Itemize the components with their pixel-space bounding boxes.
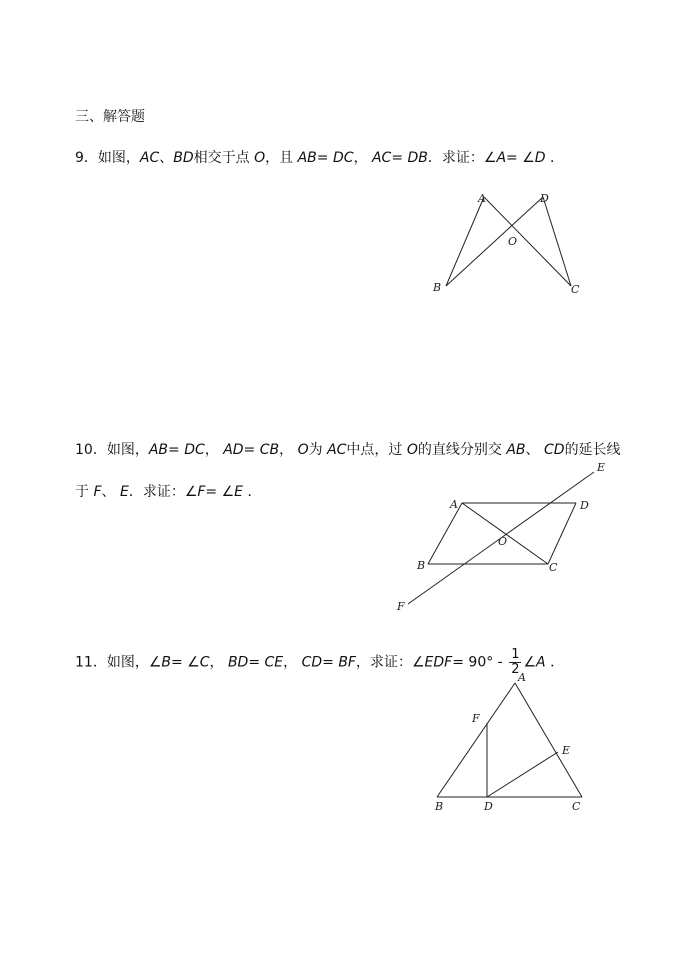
q11-comma-1: ， bbox=[209, 654, 224, 671]
q10-diagram bbox=[395, 458, 620, 618]
q10-number: 10．如图， bbox=[75, 442, 149, 458]
q9-line-dc bbox=[543, 197, 571, 286]
q11-label-a: A bbox=[518, 671, 526, 684]
q9-label-b: B bbox=[433, 281, 442, 294]
q11-label-c: C bbox=[572, 800, 581, 813]
q11-angle-edf: ∠EDF bbox=[412, 654, 453, 671]
q10-label-b: B bbox=[417, 559, 426, 572]
q11-eq-angles: ∠B= ∠C bbox=[148, 654, 210, 671]
q10-comma-2: ， bbox=[279, 442, 294, 458]
q10-label-o: O bbox=[498, 535, 508, 548]
q11-eq-bd-ce: BD= CE bbox=[227, 654, 284, 671]
q10-line-dc bbox=[548, 503, 576, 564]
q9-line-db bbox=[446, 197, 543, 286]
question-9 bbox=[75, 149, 564, 167]
q11-frac-denominator: 2 bbox=[511, 662, 520, 677]
q9-point-o: O bbox=[254, 150, 266, 166]
q11-comma-2: ， bbox=[283, 654, 298, 671]
q10-seg-cd: CD bbox=[544, 442, 565, 458]
q11-line-ab bbox=[437, 683, 515, 797]
q10-line-ab bbox=[428, 503, 462, 564]
q11-end: ． bbox=[550, 654, 565, 671]
q9-line-ac bbox=[484, 197, 571, 286]
q9-line-ab bbox=[446, 197, 484, 286]
q9-diagram bbox=[420, 185, 600, 300]
q9-text-and: ，且 bbox=[265, 150, 294, 166]
q11-frac-numerator: 1 bbox=[511, 647, 520, 662]
q9-eq-ab-dc: AB= DC bbox=[297, 150, 354, 166]
q9-eq-ac-db: AC= DB bbox=[371, 150, 428, 166]
q11-diagram bbox=[425, 668, 595, 818]
q9-label-d: D bbox=[540, 192, 549, 205]
q9-eq-angle: ∠A= ∠D bbox=[483, 150, 546, 166]
q10-label-a: A bbox=[450, 498, 458, 511]
q10-point-e: E bbox=[119, 484, 129, 500]
q10-text-prove: ．求证： bbox=[128, 484, 185, 500]
q11-text-prove: ，求证： bbox=[356, 654, 412, 671]
q11-label-b: B bbox=[435, 800, 444, 813]
q10-point-o-2: O bbox=[406, 442, 418, 458]
q9-comma: ， bbox=[353, 150, 368, 166]
q9-dun: 、 bbox=[159, 150, 174, 166]
q10-label-d: D bbox=[580, 499, 589, 512]
q9-label-o: O bbox=[508, 235, 518, 248]
q11-label-e: E bbox=[562, 744, 571, 757]
q9-end: ． bbox=[550, 150, 564, 166]
q10-seg-ab: AB bbox=[506, 442, 526, 458]
q10-point-o: O bbox=[297, 442, 309, 458]
q9-text-prove: ．求证： bbox=[427, 150, 484, 166]
q11-label-f: F bbox=[472, 712, 480, 725]
q9-seg-bd: BD bbox=[173, 150, 194, 166]
q10-seg-ac: AC bbox=[327, 442, 347, 458]
q11-angle-a: ∠A bbox=[523, 654, 546, 671]
q10-label-c: C bbox=[549, 561, 558, 574]
q10-line-ac bbox=[462, 503, 548, 564]
q10-point-f: F bbox=[93, 484, 102, 500]
q10-text-midpoint: 中点，过 bbox=[346, 442, 403, 458]
section-title: 三、解答题 bbox=[75, 109, 145, 125]
q11-line-ac bbox=[515, 683, 582, 797]
q10-eq-angle: ∠F= ∠E bbox=[184, 484, 244, 500]
q10-eq-ab-dc: AB= DC bbox=[148, 442, 205, 458]
q10-text-at: 于 bbox=[75, 484, 89, 500]
q10-dun-2: 、 bbox=[101, 484, 116, 500]
q10-end: ． bbox=[247, 484, 262, 500]
q11-text-90: = 90° - bbox=[452, 654, 503, 671]
q10-text-line: 的直线分别交 bbox=[417, 442, 502, 458]
q9-seg-ac: AC bbox=[139, 150, 160, 166]
q10-comma-1: ， bbox=[204, 442, 219, 458]
q10-dun: 、 bbox=[525, 442, 540, 458]
q10-label-f: F bbox=[397, 600, 405, 613]
q10-label-e: E bbox=[597, 461, 606, 474]
q11-eq-cd-bf: CD= BF bbox=[301, 654, 356, 671]
q11-line-de bbox=[487, 752, 558, 797]
q9-text-intersect: 相交于点 bbox=[193, 150, 250, 166]
q11-label-d: D bbox=[484, 800, 493, 813]
question-10-line-1 bbox=[75, 441, 621, 459]
q10-eq-ad-cb: AD= CB bbox=[223, 442, 280, 458]
q11-number: 11．如图， bbox=[75, 654, 149, 671]
q9-label-c: C bbox=[571, 283, 580, 296]
q9-label-a: A bbox=[478, 192, 486, 205]
q9-number: 9．如图， bbox=[75, 150, 140, 166]
q10-text-is: 为 bbox=[308, 442, 323, 458]
q10-text-extension: 的延长线 bbox=[564, 442, 621, 458]
question-10-line-2 bbox=[75, 483, 261, 501]
